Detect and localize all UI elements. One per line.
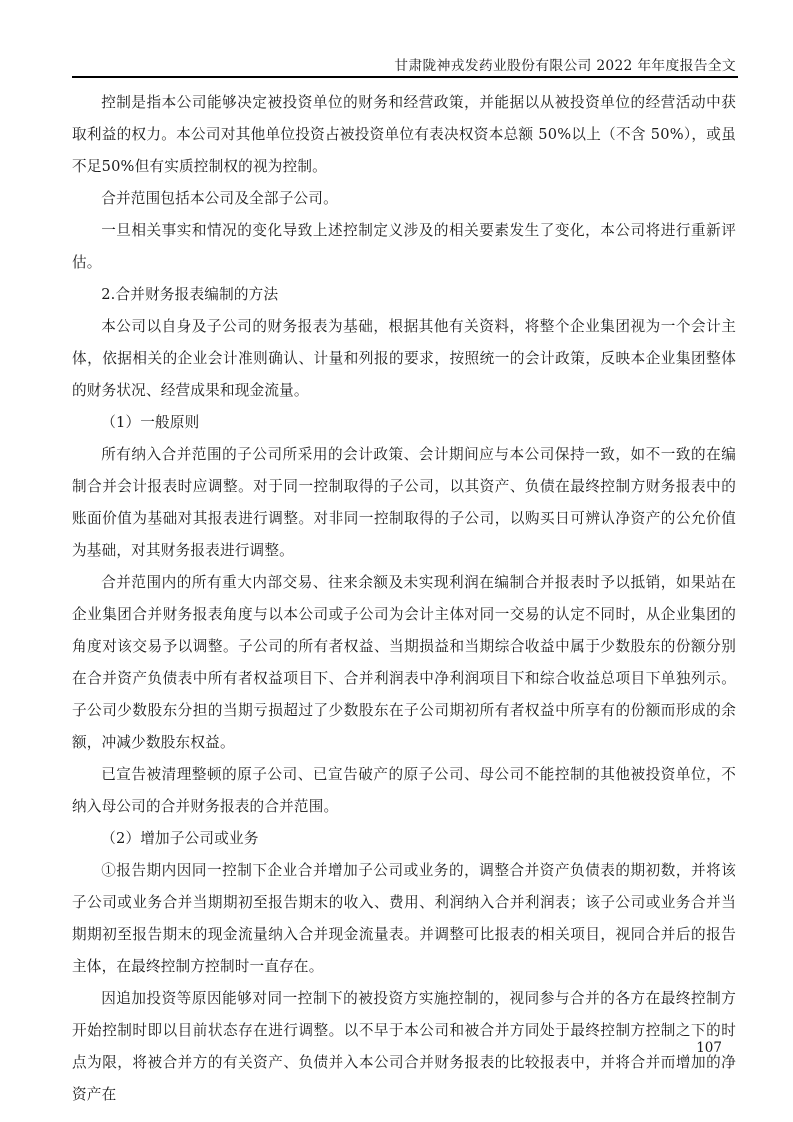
- paragraph: 因追加投资等原因能够对同一控制下的被投资方实施控制的，视同参与合并的各方在最终控制方开始控制时即以目前状态存在进行调整。以不早于本公司和被合并方同处于最终控制方控制之下的时点为限，将被合并方的有关资产、负债并入本公司合并财务报表的比较报表中，并将合并而增加的净资产在: [72, 990, 736, 1103]
- header-title: 甘肃陇神戎发药业股份有限公司 2022 年年度报告全文: [394, 58, 736, 74]
- paragraph: 已宣告被清理整顿的原子公司、已宣告破产的原子公司、母公司不能控制的其他被投资单位，不纳入母公司的合并财务报表的合并范围。: [72, 766, 736, 815]
- paragraph: 2.合并财务报表编制的方法: [101, 286, 279, 303]
- paragraph: （2）增加子公司或业务: [101, 830, 259, 847]
- page-number: 107: [696, 1040, 722, 1056]
- paragraph: ①报告期内因同一控制下企业合并增加子公司或业务的，调整合并资产负债表的期初数，并将该子公司或业务合并当期期初至报告期末的收入、费用、利润纳入合并利润表；该子公司或业务合并当期期初至报告期末的现金流量纳入合并现金流量表。并调整可比报表的相关项目，视同合并后的报告主体，在最终控制方控制时一直存在。: [72, 862, 736, 975]
- paragraph: （1）一般原则: [101, 414, 200, 431]
- document-body: [72, 87, 736, 1111]
- paragraph: 合并范围内的所有重大内部交易、往来余额及未实现利润在编制合并报表时予以抵销，如果站在企业集团合并财务报表角度与以本公司或子公司为会计主体对同一交易的认定不同时，从企业集团的角度对该交易予以调整。子公司的所有者权益、当期损益和当期综合收益中属于少数股东的份额分别在合并资产负债表中所有者权益项目下、合并利润表中净利润项目下和综合收益总项目下单独列示。子公司少数股东分担的当期亏损超过了少数股东在子公司期初所有者权益中所享有的份额而形成的余额，冲减少数股东权益。: [72, 574, 736, 751]
- page-footer: [72, 1039, 722, 1057]
- paragraph: 所有纳入合并范围的子公司所采用的会计政策、会计期间应与本公司保持一致，如不一致的在编制合并会计报表时应调整。对于同一控制取得的子公司，以其资产、负债在最终控制方财务报表中的账面价值为基础对其报表进行调整。对非同一控制取得的子公司，以购买日可辨认净资产的公允价值为基础，对其财务报表进行调整。: [72, 446, 736, 559]
- paragraph: 本公司以自身及子公司的财务报表为基础，根据其他有关资料，将整个企业集团视为一个会计主体，依据相关的企业会计准则确认、计量和列报的要求，按照统一的会计政策，反映本企业集团整体的财务状况、经营成果和现金流量。: [72, 318, 736, 399]
- paragraph: 合并范围包括本公司及全部子公司。: [101, 190, 338, 207]
- paragraph: 控制是指本公司能够决定被投资单位的财务和经营政策，并能据以从被投资单位的经营活动中获取利益的权力。本公司对其他单位投资占被投资单位有表决权资本总额 50%以上（不含 50%），或虽不足50%但有实质控制权的视为控制。: [72, 94, 736, 175]
- header-divider: [72, 76, 738, 78]
- paragraph: 一旦相关事实和情况的变化导致上述控制定义涉及的相关要素发生了变化，本公司将进行重新评估。: [72, 222, 736, 271]
- page-header: [72, 57, 736, 76]
